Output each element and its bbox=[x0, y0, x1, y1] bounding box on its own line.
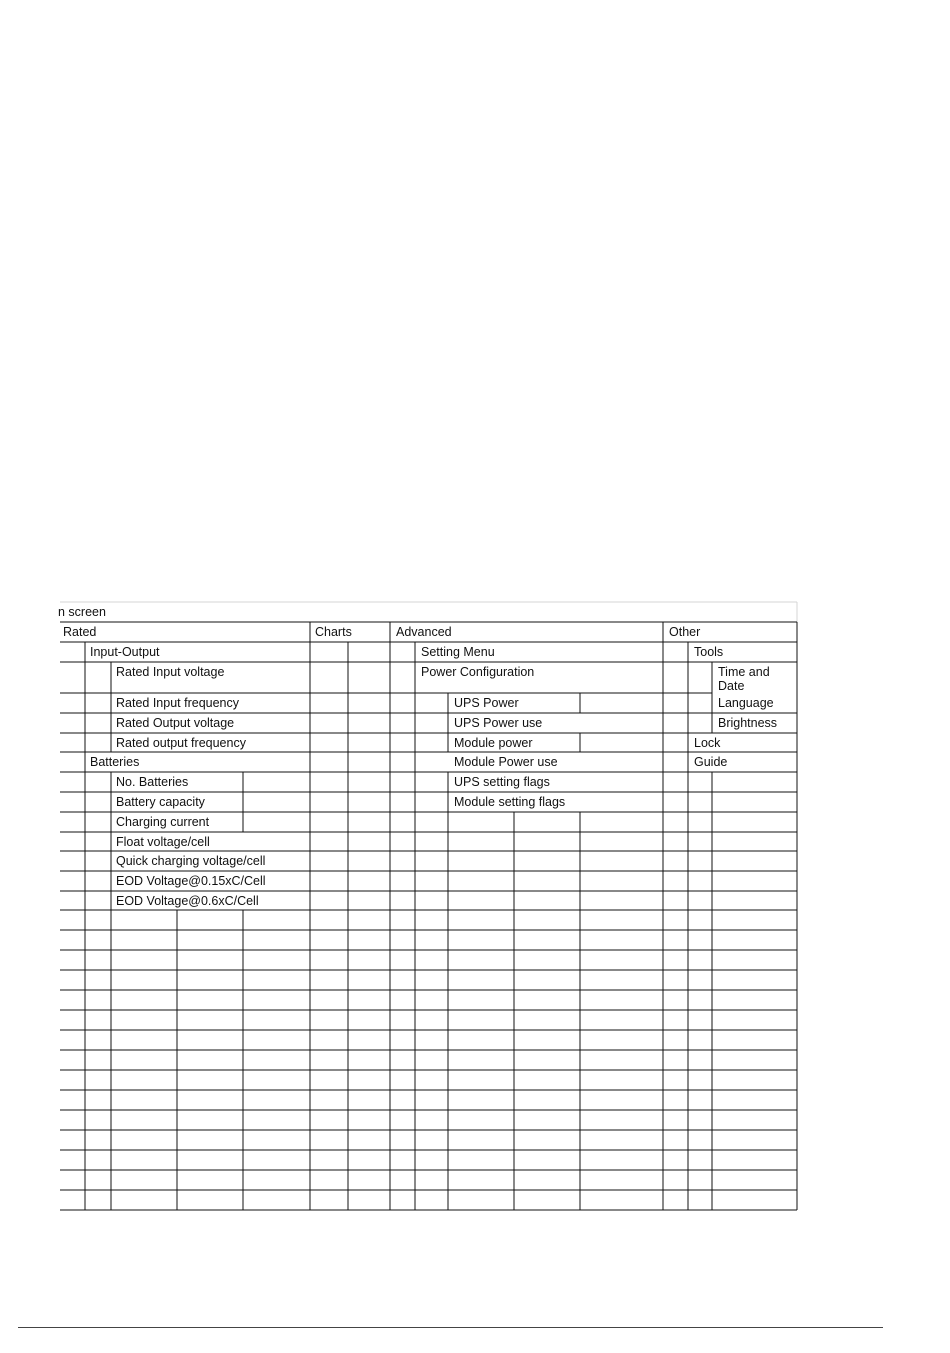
battery-item: No. Batteries bbox=[116, 775, 189, 789]
battery-item: Float voltage/cell bbox=[116, 835, 210, 849]
page-title: n screen bbox=[58, 605, 106, 619]
tools-item-brightness: Brightness bbox=[718, 716, 778, 730]
rated-item: Rated Output voltage bbox=[116, 716, 235, 730]
rated-item: Rated Input voltage bbox=[116, 665, 225, 679]
rated-heading: Rated bbox=[63, 625, 97, 639]
guide-heading: Guide bbox=[694, 755, 728, 769]
power-config-item: Module Power use bbox=[454, 755, 558, 769]
setting-menu-heading: Setting Menu bbox=[421, 645, 495, 659]
battery-item: EOD Voltage@0.15xC/Cell bbox=[116, 874, 266, 888]
rated-item: Rated output frequency bbox=[116, 736, 246, 750]
charts-heading: Charts bbox=[315, 625, 352, 639]
input-output-heading: Input-Output bbox=[90, 645, 160, 659]
power-configuration-heading: Power Configuration bbox=[421, 665, 535, 679]
battery-item: Charging current bbox=[116, 815, 210, 829]
power-config-item: UPS setting flags bbox=[454, 775, 550, 789]
tools-item-language: Language bbox=[718, 696, 774, 710]
battery-item: EOD Voltage@0.6xC/Cell bbox=[116, 894, 259, 908]
advanced-heading: Advanced bbox=[396, 625, 452, 639]
power-config-item: UPS Power use bbox=[454, 716, 543, 730]
power-config-item: Module power bbox=[454, 736, 533, 750]
tools-item-time-date: Time and Date bbox=[718, 665, 770, 693]
footer-rule bbox=[18, 1327, 883, 1328]
battery-item: Battery capacity bbox=[116, 795, 205, 809]
batteries-heading: Batteries bbox=[90, 755, 140, 769]
battery-item: Quick charging voltage/cell bbox=[116, 854, 266, 868]
rated-item: Rated Input frequency bbox=[116, 696, 239, 710]
power-config-item: UPS Power bbox=[454, 696, 519, 710]
other-heading: Other bbox=[669, 625, 701, 639]
lock-heading: Lock bbox=[694, 736, 721, 750]
power-config-item: Module setting flags bbox=[454, 795, 566, 809]
tools-heading: Tools bbox=[694, 645, 724, 659]
